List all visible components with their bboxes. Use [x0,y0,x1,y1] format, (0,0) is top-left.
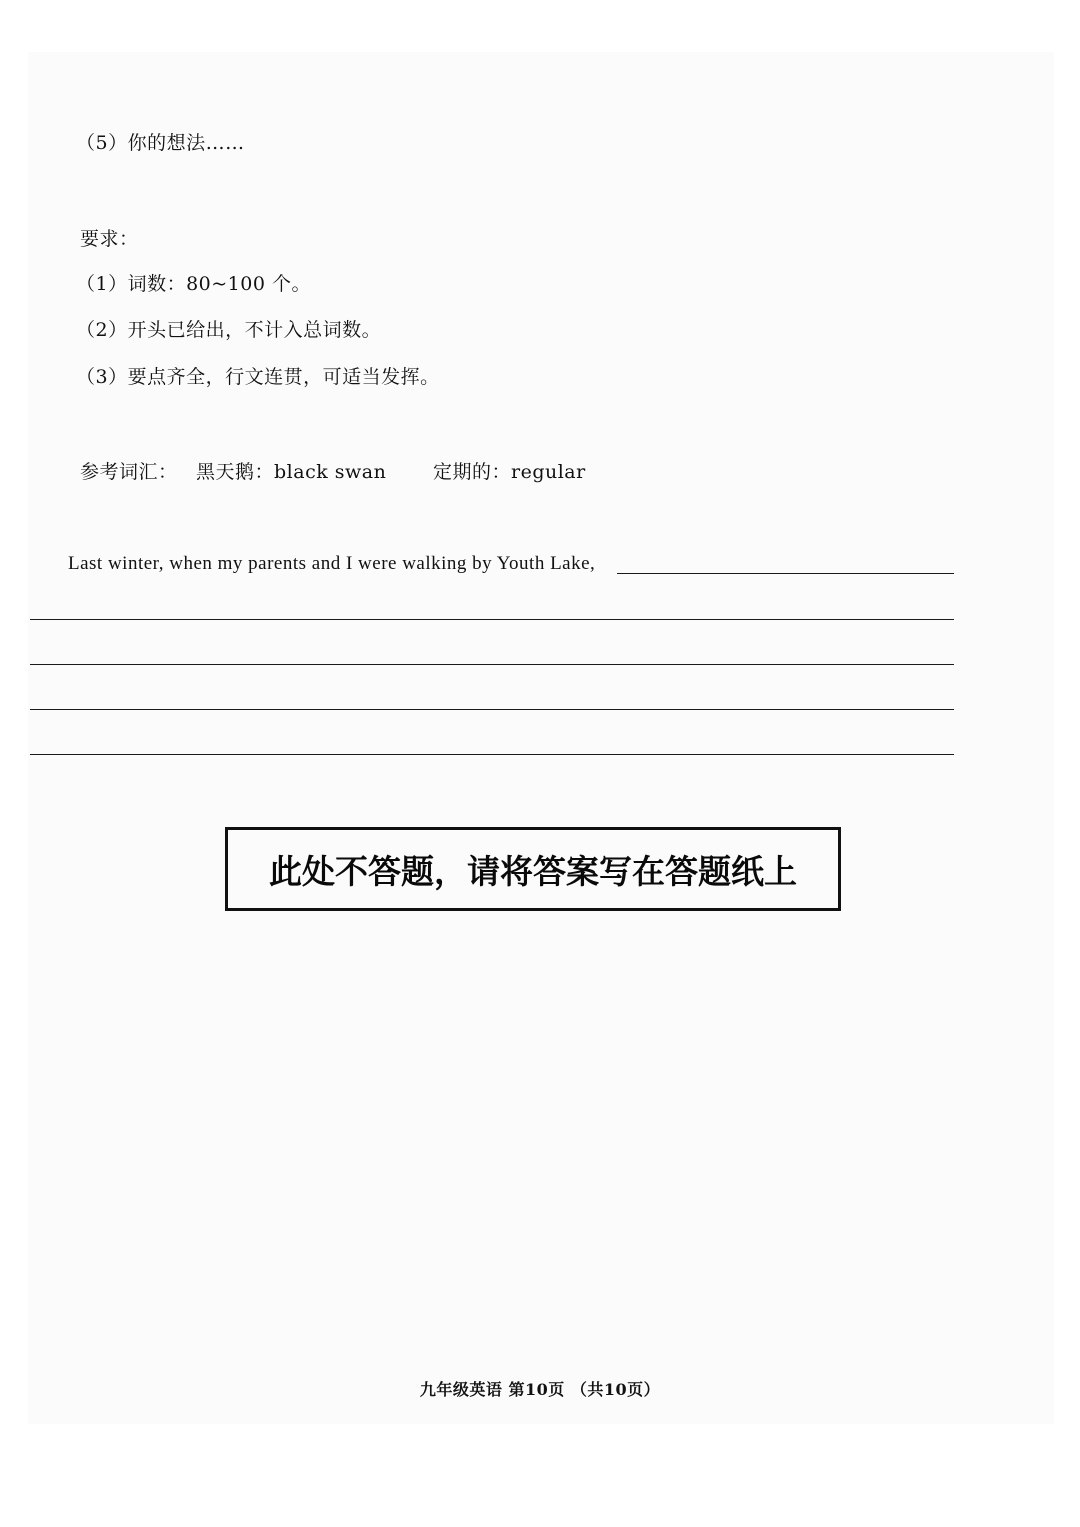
opening-sentence: Last winter, when my parents and I were walking by Youth Lake, [68,553,596,574]
answer-line-3[interactable] [30,664,954,665]
answer-line-5[interactable] [30,754,954,755]
notice-box [225,827,841,911]
requirement-item-3: （3）要点齐全，行文连贯，可适当发挥。 [76,366,440,388]
exam-page [28,52,1054,1424]
requirement-item-2: （2）开头已给出，不计入总词数。 [76,319,382,341]
page-footer: 九年级英语 第10页 （共10页） [419,1380,661,1399]
point-5-text: （5）你的想法…… [76,132,245,154]
requirements-heading: 要求： [80,228,139,250]
vocabulary-label: 参考词汇： [80,461,178,483]
notice-text: 此处不答题，请将答案写在答题纸上 [269,851,797,891]
vocabulary-item-black-swan: 黑天鹅：black swan [196,461,387,483]
answer-line-2[interactable] [30,619,954,620]
vocabulary-item-regular: 定期的：regular [433,461,586,483]
answer-line-1[interactable] [617,573,954,574]
answer-line-4[interactable] [30,709,954,710]
requirement-item-1: （1）词数：80~100 个。 [76,273,311,295]
